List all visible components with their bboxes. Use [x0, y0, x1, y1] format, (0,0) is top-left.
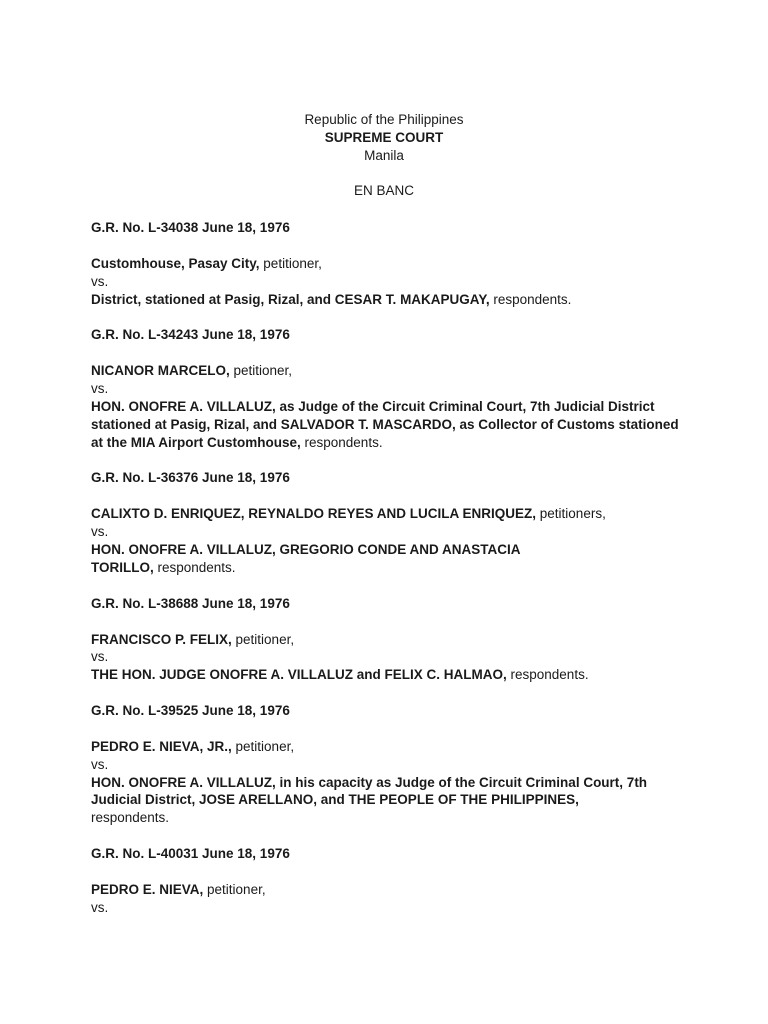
court-city: Manila — [364, 148, 404, 163]
respondent-name: HON. ONOFRE A. VILLALUZ, as Judge of the Circuit Criminal Court, 7th Judicial District stationed at Pasig, Rizal, and SALVADOR T. MASCARDO, as Collector of Customs stationed at the MIA Airport Customhouse, — [91, 398, 679, 450]
petitioner-role: petitioner, — [259, 256, 322, 271]
case-parties — [91, 255, 691, 308]
petitioner-role: petitioner, — [229, 363, 293, 379]
petitioner-name: Customhouse, Pasay City, — [91, 256, 260, 271]
court-header — [0, 111, 768, 200]
respondent-name: District, stationed at Pasig, Rizal, and CESAR T. MAKAPUGAY, — [91, 291, 490, 307]
respondent-line — [91, 291, 691, 309]
versus-label: vs. — [91, 273, 109, 289]
respondent-role: respondents. — [91, 810, 170, 826]
case-number: G.R. No. L-34243 June 18, 1976 — [91, 327, 290, 343]
court-name: SUPREME COURT — [324, 130, 444, 145]
respondent-role: respondents. — [153, 559, 236, 575]
petitioner-name: CALIXTO D. ENRIQUEZ, REYNALDO REYES AND LUCILA ENRIQUEZ, — [91, 506, 537, 522]
petitioner-role: petitioner, — [231, 631, 295, 647]
versus-label: vs. — [91, 756, 109, 772]
respondent-role: respondents. — [506, 667, 589, 683]
division-label: EN BANC — [353, 183, 414, 198]
petitioner-line — [91, 505, 691, 523]
petitioner-line — [91, 738, 691, 756]
respondent-line — [91, 541, 571, 577]
petitioner-name: NICANOR MARCELO, — [91, 363, 230, 379]
case-number: G.R. No. L-40031 June 18, 1976 — [91, 845, 290, 861]
petitioner-name: PEDRO E. NIEVA, JR., — [91, 738, 232, 754]
versus-label: vs. — [91, 524, 109, 540]
case-parties — [91, 738, 691, 827]
petitioner-role: petitioners, — [536, 506, 606, 522]
respondent-name: HON. ONOFRE A. VILLALUZ, GREGORIO CONDE AND ANASTACIA TORILLO, — [91, 541, 520, 575]
respondent-line — [91, 398, 691, 451]
versus-label: vs. — [91, 899, 109, 915]
case-number: G.R. No. L-34038 June 18, 1976 — [91, 220, 290, 235]
petitioner-name: FRANCISCO P. FELIX, — [91, 631, 232, 647]
petitioner-role: petitioner, — [231, 738, 295, 754]
petitioner-line — [91, 881, 691, 899]
petitioner-line — [91, 631, 691, 649]
respondent-line — [91, 666, 691, 684]
petitioner-name: PEDRO E. NIEVA, — [91, 881, 204, 897]
respondent-role: respondents. — [489, 291, 572, 307]
respondent-role: respondents. — [300, 434, 383, 450]
case-parties — [91, 362, 691, 451]
case-parties — [91, 631, 691, 684]
respondent-name: HON. ONOFRE A. VILLALUZ, in his capacity as Judge of the Circuit Criminal Court, 7th Judicial District, JOSE ARELLANO, and THE PEOPLE OF THE PHILIPPINES, — [91, 774, 648, 808]
versus-label: vs. — [91, 381, 109, 397]
republic-line: Republic of the Philippines — [304, 112, 464, 127]
petitioner-role: petitioner, — [203, 881, 266, 897]
case-number: G.R. No. L-39525 June 18, 1976 — [91, 702, 290, 718]
respondent-name: THE HON. JUDGE ONOFRE A. VILLALUZ and FELIX C. HALMAO, — [91, 667, 507, 683]
versus-label: vs. — [91, 649, 109, 665]
petitioner-line — [91, 255, 691, 273]
case-number: G.R. No. L-38688 June 18, 1976 — [91, 595, 290, 611]
petitioner-line — [91, 362, 691, 380]
case-parties — [91, 881, 691, 917]
case-parties — [91, 505, 691, 576]
respondent-line — [91, 774, 651, 827]
case-list — [91, 219, 691, 935]
case-number: G.R. No. L-36376 June 18, 1976 — [91, 470, 290, 486]
